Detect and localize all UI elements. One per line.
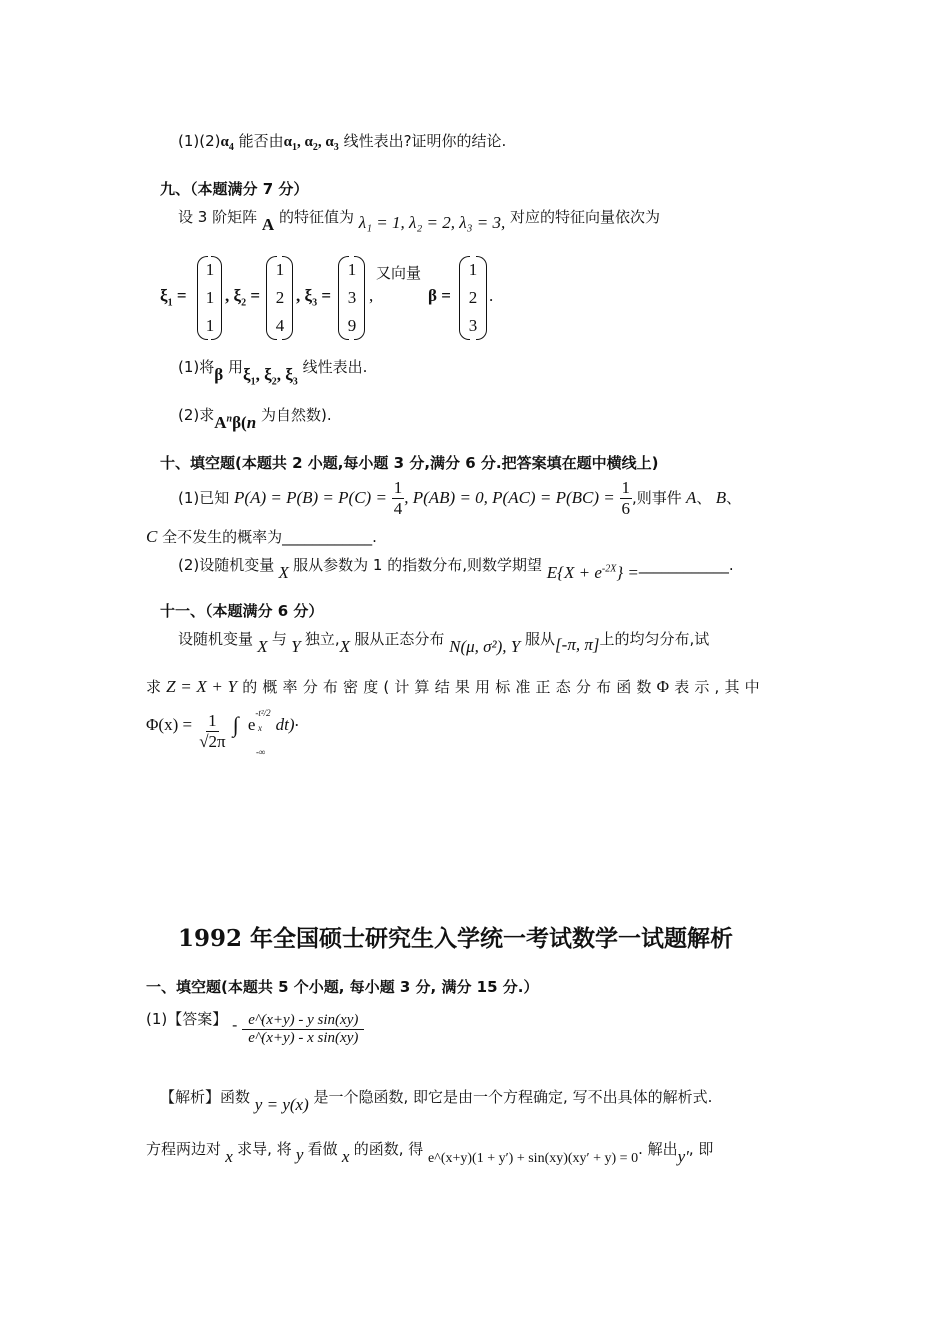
line-d: 的函数, 得 (353, 1140, 424, 1158)
q11-line1: 设随机变量 X 与 Y 独立,X 服从正态分布 N(μ, σ²), Y 服从[-π, π]上的均匀分布,试 (178, 630, 710, 656)
q9-part1: (1)将β 用$\xi_1$, $\xi_2$, $\xi_3$ 线性表出. (178, 358, 368, 388)
line-a: 方程两边对 (146, 1140, 222, 1158)
q10-heading: 十、填空题(本题共 2 小题,每小题 3 分,满分 6 分.把答案填在题中横线上) (160, 454, 659, 472)
q10-p1-a: (1)已知 (178, 489, 230, 507)
answer-1 (146, 1009, 364, 1047)
fraction-sixth: $\frac{1}{6}$ (621, 477, 630, 518)
beta-entry: 1 (468, 260, 478, 279)
q9-part1-c: 线性表出. (302, 358, 368, 376)
q11-line1-f: 上的均匀分布,试 (599, 630, 710, 648)
phi-symbol: Φ (656, 677, 670, 696)
phi-fraction: $\frac{1}{√2\pi}$ (199, 711, 226, 751)
derivative-equation: e^(x+y)(1 + y′) + sin(xy)(xy′ + y) = 0 (428, 1151, 639, 1166)
line-c: 看做 (307, 1140, 338, 1158)
beta-entry: 2 (468, 288, 478, 307)
analysis-b: 是一个隐函数, 即它是由一个方程确定, 写不出具体的解析式. (313, 1088, 713, 1106)
xi2-entry: 2 (275, 288, 285, 307)
q11-line1-e: 服从 (525, 630, 556, 648)
q8-part-line: $(1)(2)\alpha_4$ 能否由$\alpha_1$, $\alpha_2$, $\alpha_3$ 线性表出?证明你的结论. (178, 132, 507, 153)
integral-upper: x (258, 723, 262, 733)
integral-lower: -∞ (256, 747, 266, 757)
line-g: , 即 (688, 1140, 714, 1158)
beta-entry: 3 (468, 316, 478, 335)
q8-part-text-b: 线性表出?证明你的结论. (343, 132, 507, 150)
xi3-entry: 3 (347, 288, 357, 307)
exp-e: e (247, 715, 256, 735)
q8-part-text-a: 能否由 (238, 132, 284, 150)
xi2-entry: 1 (275, 260, 285, 279)
phi-definition: Φ(x) = $\frac{1}{√2\pi}$ ∫ x -∞ $e^{-t^2/2}$ dt). (146, 712, 299, 751)
solution-section1: 一、填空题(本题共 5 个小题, 每小题 3 分, 满分 15 分.） (146, 978, 539, 996)
q10-p1-formula-b: , P(AB) = 0, P(AC) = P(BC) = (404, 488, 615, 507)
answer-fraction: $\frac{\text{e\textasciicircum{}(x+y) - y sin(xy)}}{\text{e\textasciicircum{}(x+y) - x sin(xy)}}$ (242, 1012, 364, 1047)
integral-dt: dt) (275, 715, 295, 735)
q10-p1-line2: 全不发生的概率为____________. (162, 528, 377, 546)
q11-line2-b: 的 概 率 分 布 密 度 ( 计 算 结 果 用 标 准 正 态 分 布 函 数 (242, 678, 652, 696)
q11-line1-a: 设随机变量 (178, 630, 254, 648)
fraction-quarter: $\frac{1}{4}$ (393, 477, 403, 518)
q11-heading: 十一、（本题满分 6 分） (160, 602, 324, 620)
analysis-line2: 方程两边对 x 求导, 将 y 看做 x 的函数, 得 e^(x+y)(1 + y′) + sin(xy)(xy′ + y) = 0. 解出y′, 即 (146, 1140, 714, 1166)
analysis-fn: y = y(x) (254, 1095, 309, 1114)
q11-line2 (146, 676, 760, 697)
q9-part2-a: (2)求 (178, 406, 215, 424)
q10-part1-line2: C 全不发生的概率为____________. (146, 527, 377, 546)
phi-x: Φ(x) = (146, 715, 193, 735)
q9-intro-a: 设 3 阶矩阵 (178, 208, 258, 226)
xi1-entry: 1 (205, 260, 215, 279)
q9-eigenvalues: λ₁ = 1, λ₂ = 2, λ₃ = 3, (358, 213, 506, 232)
analysis-line1 (160, 1086, 713, 1114)
line-b: 求导, 将 (237, 1140, 292, 1158)
exp-power: -t²/2 (255, 707, 271, 718)
q10-p1-formula-a: P(A) = P(B) = P(C) = (234, 488, 387, 507)
answer-minus: - (232, 1015, 238, 1034)
normal-dist: N(μ, σ²), Y (449, 637, 521, 656)
line-e: . 解出 (638, 1140, 678, 1158)
q10-p2-blank: ____________. (638, 556, 734, 574)
q8-part-label: (1)(2) (178, 132, 221, 150)
xi2-entry: 4 (275, 316, 285, 335)
q9-part1-b: 用 (228, 358, 244, 376)
q9-intro-c: 对应的特征向量依次为 (510, 208, 661, 226)
q10-part2: (2)设随机变量 X 服从参数为 1 的指数分布,则数学期望 $E\{X + e^{-2X}\}$ =____________. (178, 556, 734, 582)
q9-part2-b: 为自然数). (260, 406, 332, 424)
q11-line2-c: 表 示 , 其 中 (674, 678, 760, 696)
uniform-interval: [-π, π] (555, 635, 600, 654)
xi3-entry: 1 (347, 260, 357, 279)
q10-part1: (1)已知 P(A) = P(B) = P(C) = $\frac{1}{4}$ , P(AB) = 0, P(AC) = P(BC) = $\frac{1}{6}$ ,则事件 A、 B、 (178, 477, 742, 518)
xi1-entry: 1 (205, 288, 215, 307)
answer-label: (1)【答案】 (146, 1009, 228, 1028)
xi1-entry: 1 (205, 316, 215, 335)
q9-intro-b: 的特征值为 (278, 208, 354, 226)
q11-line1-c: 独立, (304, 630, 340, 648)
xi3-entry: 9 (347, 316, 357, 335)
q9-heading: 九、（本题满分 7 分） (160, 180, 309, 198)
also-vector-label: 又向量 (376, 264, 422, 282)
y-prime: y′ (677, 1147, 689, 1166)
q9-part2: (2)求$A^n\beta(n$ 为自然数). (178, 406, 332, 432)
q10-p2-a: (2)设随机变量 (178, 556, 275, 574)
q11-line2-a: 求 (146, 678, 162, 696)
q9-part1-a: (1)将 (178, 358, 215, 376)
analysis-a: 【解析】函数 (160, 1088, 251, 1106)
q11-line1-b: 与 (271, 630, 287, 648)
q10-p2-b: 服从参数为 1 的指数分布,则数学期望 (293, 556, 542, 574)
q10-p1-b: ,则事件 (632, 489, 682, 507)
solution-title: 1992 年全国硕士研究生入学统一考试数学一试题解析 (178, 925, 734, 952)
q9-intro: 设 3 阶矩阵 A 的特征值为 λ₁ = 1, λ₂ = 2, λ₃ = 3, 对应的特征向量依次为 (178, 208, 661, 234)
q11-line1-d: 服从正态分布 (354, 630, 445, 648)
z-equation: Z = X + Y (166, 677, 238, 696)
